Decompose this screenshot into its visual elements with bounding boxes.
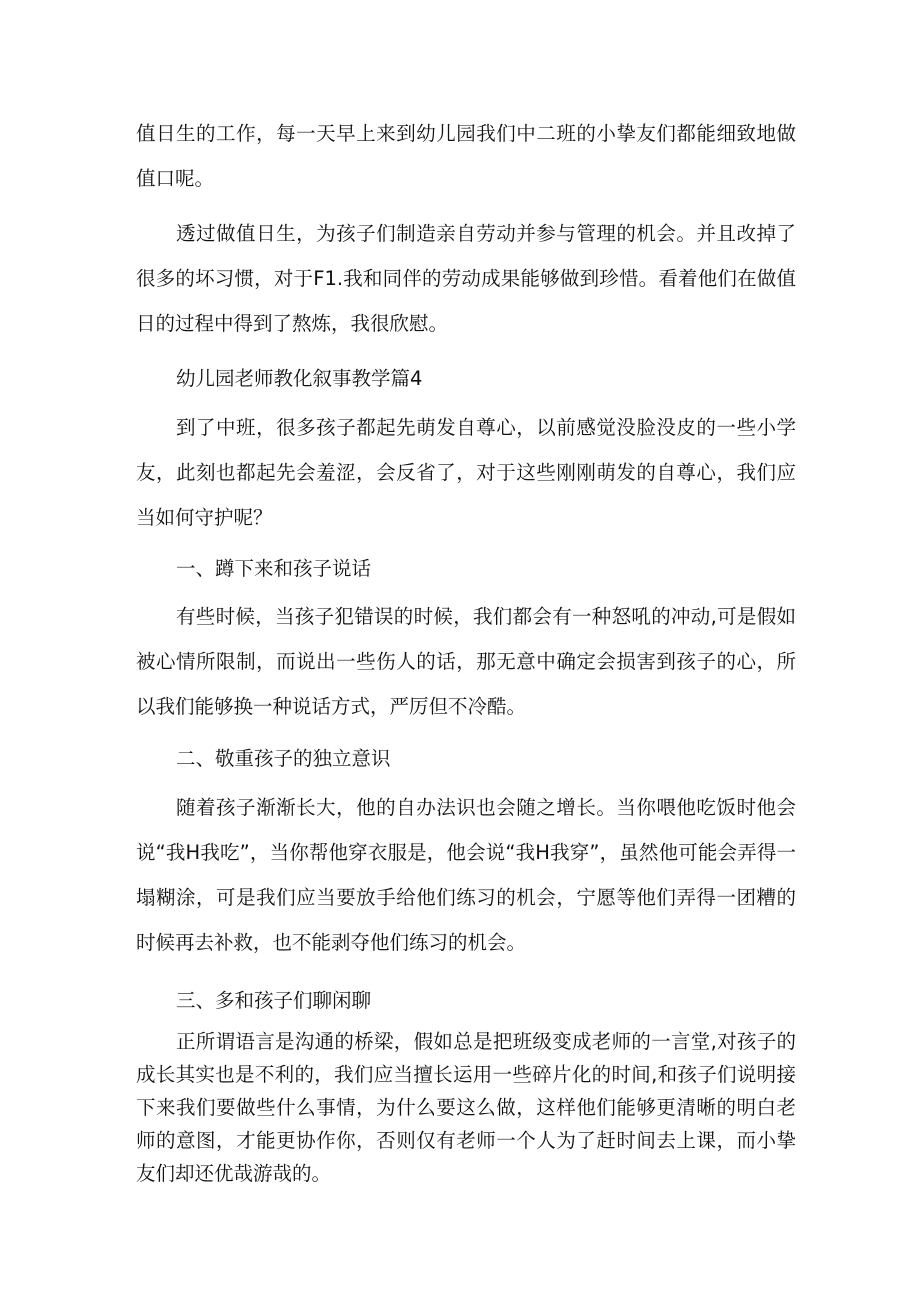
section-title: 幼儿园老师教化叙事教学篇4 [176, 367, 423, 390]
paragraph-communication: 正所谓语言是沟通的桥梁，假如总是把班级变成老师的一言堂,对孩子的成长其实也是不利的，我们应当擅长运用一些碎片化的时间,和孩子们说明接下来我们要做些什么事情，为什么要这么做，这样他们能够更清晰的明白老师的意图，才能更协作你，否则仅有老师一个人为了赶时间去上课，而小挚友们却还优哉游哉的。 [136, 1030, 796, 1185]
paragraph-duty-benefits: 透过做值日生，为孩子们制造亲自劳动并参与管理的机会。并且改掉了很多的坏习惯，对于F1.我和同伴的劳动成果能够做到珍惜。看着他们在做值日的过程中得到了熬炼，我很欣慰。 [136, 222, 796, 335]
paragraph-duty-work: 值日生的工作，每一天早上来到幼儿园我们中二班的小挚友们都能细致地做值口呢。 [136, 122, 796, 190]
paragraph-independence: 随着孩子渐渐长大，他的自办法识也会随之增长。当你喂他吃饭时他会说“我H我吃”，当你帮他穿衣服是，他会说“我H我穿”，虽然他可能会弄得一塌糊涂，可是我们应当要放手给他们练习的机会，宁愿等他们弄得一团糟的时候再去补救，也不能剥夺他们练习的机会。 [136, 796, 796, 954]
paragraph-speaking: 有些时候，当孩子犯错误的时候，我们都会有一种怒吼的冲动,可是假如被心情所限制，而说出一些伤人的话，那无意中确定会损害到孩子的心，所以我们能够换一种说话方式，严厉但不冷酷。 [136, 605, 796, 718]
heading-chat: 三、多和孩子们聊闲聊 [176, 989, 372, 1012]
heading-independence: 二、敬重孩子的独立意识 [176, 747, 391, 770]
paragraph-self-esteem: 到了中班，很多孩子都起先萌发自尊心，以前感觉没脸没皮的一些小学友，此刻也都起先会羞涩，会反省了，对于这些刚刚萌发的自尊心，我们应当如何守护呢？ [136, 416, 796, 529]
heading-squat-down: 一、蹲下来和孩子说话 [176, 557, 372, 580]
